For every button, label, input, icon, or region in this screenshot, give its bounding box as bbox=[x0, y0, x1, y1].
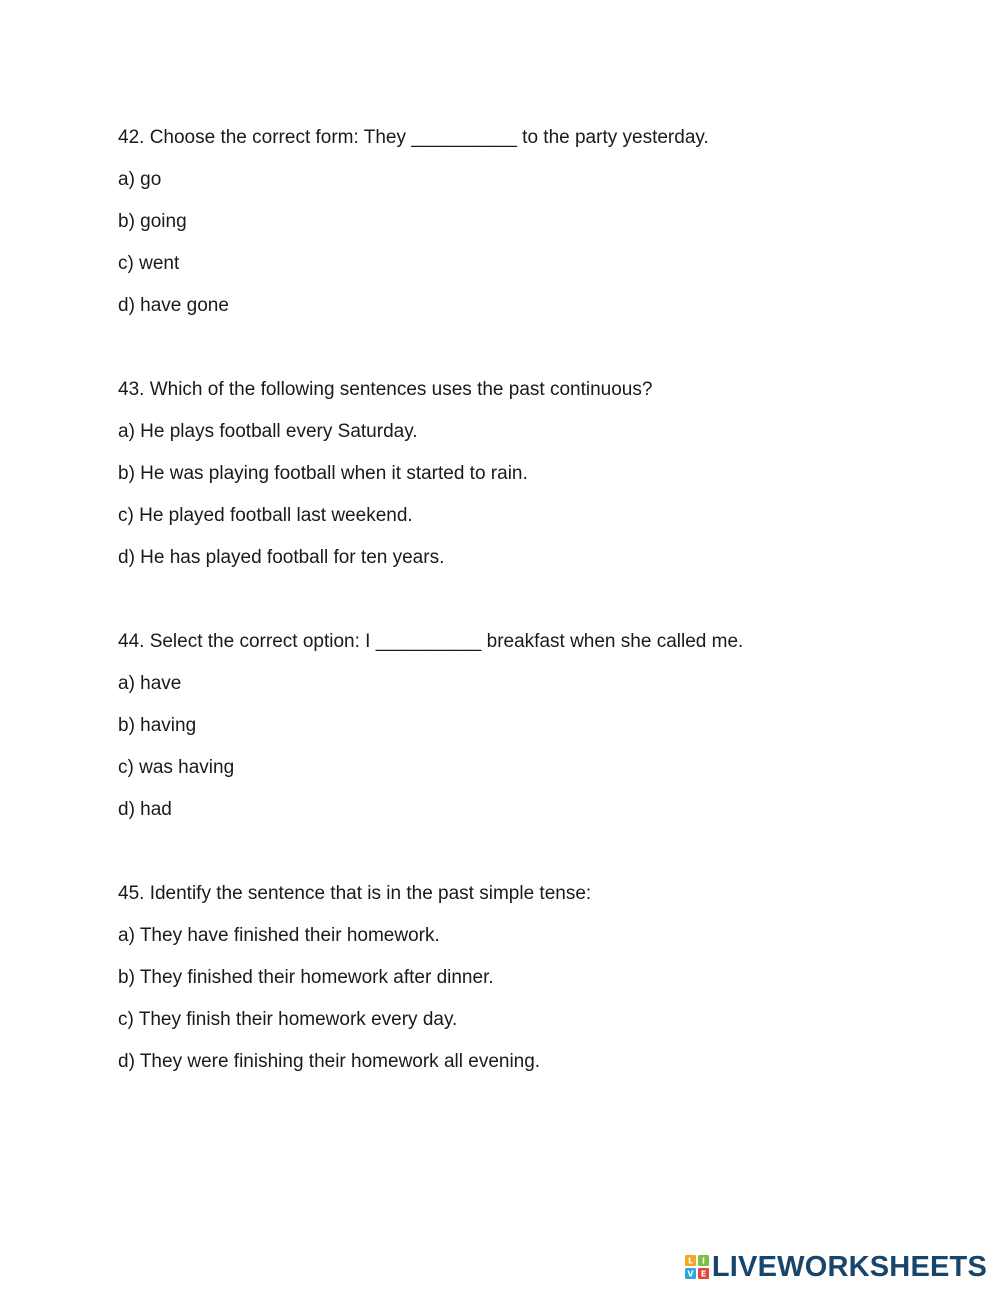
svg-text:V: V bbox=[687, 1269, 694, 1279]
answer-option: d) They were finishing their homework all evening. bbox=[118, 1051, 541, 1072]
svg-text:I: I bbox=[701, 1256, 705, 1266]
question-prompt: 43. Which of the following sentences uses the past continuous? bbox=[118, 379, 653, 400]
answer-option: a) have bbox=[118, 673, 182, 694]
answer-option: c) He played football last weekend. bbox=[118, 505, 413, 526]
answer-option: a) He plays football every Saturday. bbox=[118, 421, 418, 442]
answer-option: d) He has played football for ten years. bbox=[118, 547, 445, 568]
question-prompt: 44. Select the correct option: I __________ breakfast when she called me. bbox=[118, 631, 744, 652]
question-45 bbox=[118, 873, 978, 1083]
answer-option: b) They finished their homework after dinner. bbox=[118, 967, 494, 988]
answer-option: c) They finish their homework every day. bbox=[118, 1009, 458, 1030]
question-prompt: 42. Choose the correct form: They __________ to the party yesterday. bbox=[118, 127, 709, 148]
answer-option: b) having bbox=[118, 715, 197, 736]
answer-option: b) He was playing football when it started to rain. bbox=[118, 463, 528, 484]
svg-text:L: L bbox=[687, 1256, 693, 1266]
answer-option: c) was having bbox=[118, 757, 235, 778]
worksheet-body bbox=[118, 117, 978, 1125]
liveworksheets-logo-icon bbox=[685, 1255, 709, 1279]
answer-option: a) go bbox=[118, 169, 162, 190]
answer-option: c) went bbox=[118, 253, 180, 274]
liveworksheets-brand bbox=[685, 1252, 987, 1282]
answer-option: a) They have finished their homework. bbox=[118, 925, 440, 946]
answer-option: d) have gone bbox=[118, 295, 229, 316]
brand-name: LIVEWORKSHEETS bbox=[711, 1251, 987, 1283]
question-42 bbox=[118, 117, 978, 327]
question-43 bbox=[118, 369, 978, 579]
svg-text:E: E bbox=[700, 1269, 707, 1279]
answer-option: d) had bbox=[118, 799, 172, 820]
question-44 bbox=[118, 621, 978, 831]
answer-option: b) going bbox=[118, 211, 187, 232]
question-prompt: 45. Identify the sentence that is in the past simple tense: bbox=[118, 883, 592, 904]
